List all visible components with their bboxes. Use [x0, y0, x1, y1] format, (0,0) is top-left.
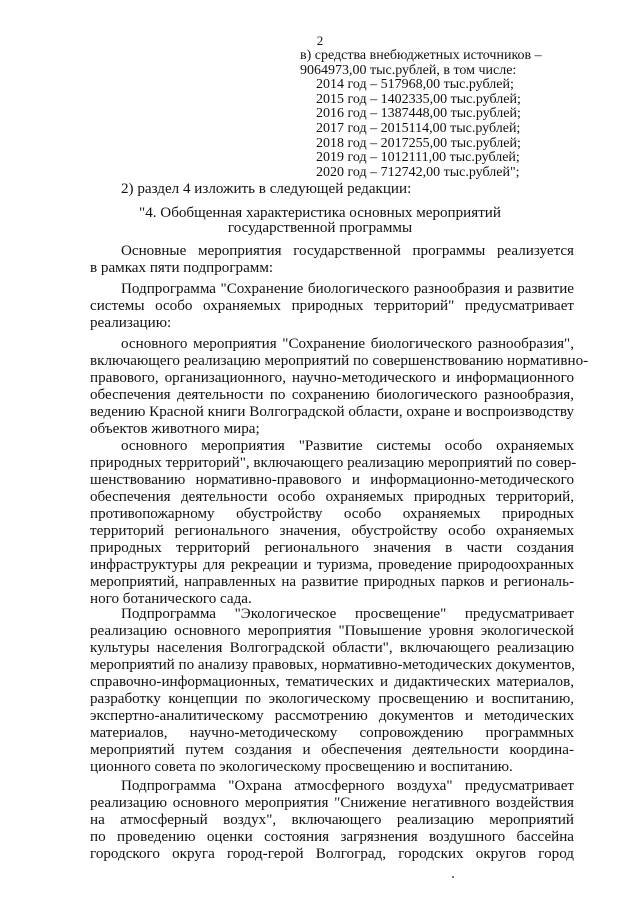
body-line: обеспечения деятельности по сохранению биологического разнообразия, — [90, 387, 574, 403]
body-line: в рамках пяти подпрограмм: — [90, 260, 274, 276]
funding-year-line: 2018 год – 2017255,00 тыс.рублей; — [316, 135, 521, 151]
body-line: по проведению оценки состояния загрязнения воздушного бассейна — [90, 829, 574, 845]
body-line: мероприятий путем создания и обеспечения деятельности координа- — [90, 742, 574, 758]
body-line: на атмосферный воздух", включающего реализацию мероприятий — [90, 812, 574, 828]
body-line: ведению Красной книги Волгоградской области, охране и воспроизводству — [90, 404, 574, 420]
body-line: ционного совета по экологическому просвещению и воспитанию. — [90, 759, 513, 775]
body-line: объектов животного мира; — [90, 421, 260, 437]
body-line: территорий регионального значения, обустройству особо охраняемых — [90, 523, 574, 539]
body-line: Подпрограмма "Сохранение биологического разнообразия и развитие — [121, 281, 574, 297]
body-line: правового, организационного, научно-методического и информационного — [90, 370, 574, 386]
body-line: реализацию основного мероприятия "Снижение негативного воздействия — [90, 795, 574, 811]
body-line: природных территорий регионального значения в части создания — [90, 540, 574, 556]
body-line: мероприятий, направленных на развитие природных парков и региональ- — [90, 574, 574, 590]
body-line: культуры населения Волгоградской области", включающего реализацию — [90, 640, 574, 656]
page-number: 2 — [316, 33, 324, 48]
body-line: Основные мероприятия государственной программы реализуется — [121, 243, 574, 259]
body-line: инфраструктуры для рекреации и туризма, проведение природоохранных — [90, 557, 574, 573]
section-heading: "4. Обобщенная характеристика основных мероприятий — [139, 205, 501, 221]
body-line: основного мероприятия "Развитие системы особо охраняемых — [121, 438, 574, 454]
body-line: включающего реализацию мероприятий по совершенствованию нормативно- — [90, 353, 589, 369]
body-line: разработку концепции по экологическому просвещению и воспитанию, — [90, 691, 574, 707]
funding-year-line: 2020 год – 712742,00 тыс.рублей"; — [316, 164, 520, 180]
body-line: экспертно-аналитическому рассмотрению документов и методических — [90, 708, 574, 724]
body-line: шенствованию нормативно-правового и информационно-методического — [90, 472, 574, 488]
body-line: обеспечения деятельности особо охраняемых природных территорий, — [90, 489, 574, 505]
body-line: природных территорий", включающего реализацию мероприятий по совер- — [90, 455, 577, 471]
body-line: городского округа город-герой Волгоград, городских округов город — [90, 846, 574, 862]
amendment-clause: 2) раздел 4 изложить в следующей редакции: — [121, 181, 412, 197]
scan-speck — [452, 876, 454, 878]
body-line: системы особо охраняемых природных территорий" предусматривает — [90, 298, 574, 314]
funding-line: в) средства внебюджетных источников – — [300, 48, 542, 63]
body-line: мероприятий по анализу правовых, нормативно-методических документов, — [90, 657, 575, 673]
funding-year-line: 2016 год – 1387448,00 тыс.рублей; — [316, 106, 521, 122]
section-heading: государственной программы — [227, 220, 413, 236]
funding-year-line: 2019 год – 1012111,00 тыс.рублей; — [316, 150, 520, 166]
body-line: противопожарному обустройству особо охраняемых природных — [90, 506, 574, 522]
funding-year-line: 2017 год – 2015114,00 тыс.рублей; — [316, 120, 521, 136]
body-line: реализацию основного мероприятия "Повышение уровня экологической — [90, 623, 574, 639]
body-line: материалов, научно-методическому сопровождению программных — [90, 725, 574, 741]
funding-block — [300, 49, 600, 180]
body-line: реализацию: — [90, 315, 172, 331]
body-line: справочно-информационных, тематических и дидактических материалов, — [90, 674, 574, 690]
body-line: ного ботанического сада. — [90, 591, 252, 607]
funding-year-line: 2014 год – 517968,00 тыс.рублей; — [316, 77, 514, 93]
funding-year-line: 2015 год – 1402335,00 тыс.рублей; — [316, 91, 521, 107]
body-line: Подпрограмма "Экологическое просвещение" предусматривает — [121, 606, 574, 622]
body-line: основного мероприятия "Сохранение биологического разнообразия", — [121, 336, 574, 352]
funding-line: 9064973,00 тыс.рублей, в том числе: — [300, 62, 517, 78]
body-line: Подпрограмма "Охрана атмосферного воздуха" предусматривает — [121, 778, 574, 794]
